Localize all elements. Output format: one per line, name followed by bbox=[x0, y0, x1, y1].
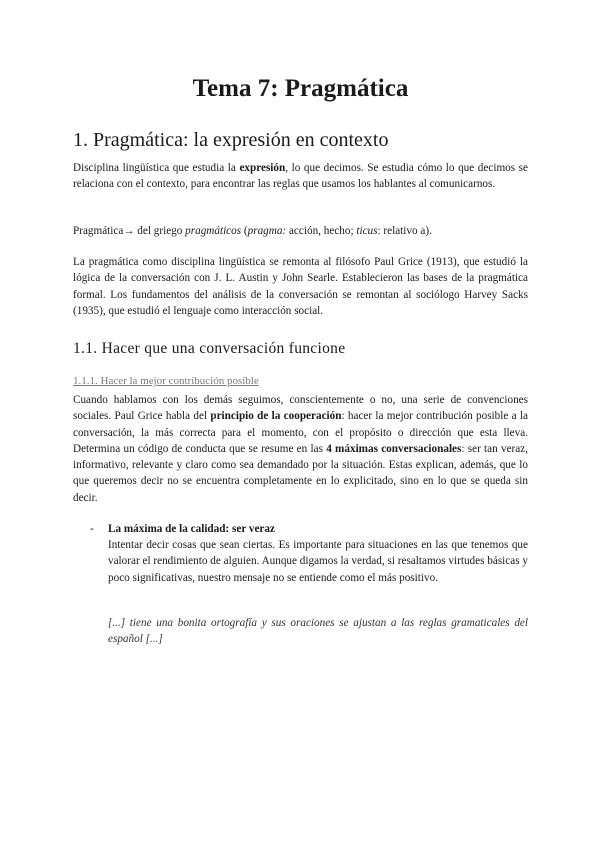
bullet-text: Intentar decir cosas que sean ciertas. Es importante para situaciones en las que tenemos que valorar el rendimiento de alguien. Aunque digamos la verdad, si resaltamos virtudes básicas y poco significativas, nuestro mensaje no se entiende como el más positivo. bbox=[108, 539, 528, 584]
text-run: , lo que decimos. Se estudia cómo lo que decimos se relaciona con el contexto, para encontrar las reglas que usamos los hablantes al comunicarnos. bbox=[73, 162, 528, 191]
section-heading: 1. Pragmática: la expresión en contexto bbox=[73, 129, 389, 151]
text-run: ( bbox=[241, 225, 248, 237]
subsection-heading: 1.1. Hacer que una conversación funcione bbox=[73, 340, 346, 357]
text-run: acción, hecho; bbox=[286, 225, 357, 237]
bold-term-expresion: expresión bbox=[239, 162, 286, 174]
italic-term: ticus bbox=[356, 225, 378, 237]
paragraph-definition bbox=[73, 160, 528, 193]
paragraph-cooperation bbox=[73, 392, 528, 506]
text-run: Cuando hablamos con los demás seguimos, conscientemente o no, una serie de convenciones sociales. Paul Grice habla del bbox=[73, 394, 528, 423]
text-run: Pragmática→ del griego bbox=[73, 225, 186, 237]
bullet-quote: [...] tiene una bonita ortografía y sus oraciones se ajustan a las reglas gramaticales del español [...] bbox=[108, 617, 528, 646]
page-title: Tema 7: Pragmática bbox=[192, 75, 409, 102]
paragraph-history: La pragmática como disciplina lingüística se remonta al filósofo Paul Grice (1913), que estudió la lógica de la conversación con J. L. Austin y John Searle. Establecieron las bases de la pragmática formal. Los fundamentos del análisis de la conversación se remontan al sociólogo Harvey Sacks (1935), que estudió el lenguaje como interacción social. bbox=[73, 256, 528, 317]
text-run: : hacer la mejor contribución posible a la conversación, la más correcta para el momento, con el propósito o dirección que esta lleva. Determina un código de conducta que se resume en las bbox=[73, 410, 528, 455]
bullet-title: La máxima de la calidad: ser veraz bbox=[108, 523, 275, 535]
text-run: : ser tan veraz, informativo, relevante y claro como sea demandado por la situación. Estas explican, además, que lo que queremos decir no se encuentra completamente en lo explicitado, sino en lo que se queda sin decir. bbox=[73, 442, 528, 504]
subsubsection-heading: 1.1.1. Hacer la mejor contribución posible bbox=[73, 375, 259, 387]
bullet-marker: - bbox=[90, 523, 94, 535]
italic-term: pragmáticos bbox=[185, 225, 242, 237]
text-run: : relativo a). bbox=[377, 225, 432, 237]
bold-term-maximas: 4 máximas conversacionales bbox=[326, 442, 462, 455]
text-run: Disciplina lingüística que estudia la bbox=[73, 162, 240, 174]
italic-term: pragma: bbox=[247, 225, 287, 237]
bold-term-principio: principio de la cooperación bbox=[210, 410, 342, 423]
paragraph-etymology bbox=[73, 223, 528, 239]
